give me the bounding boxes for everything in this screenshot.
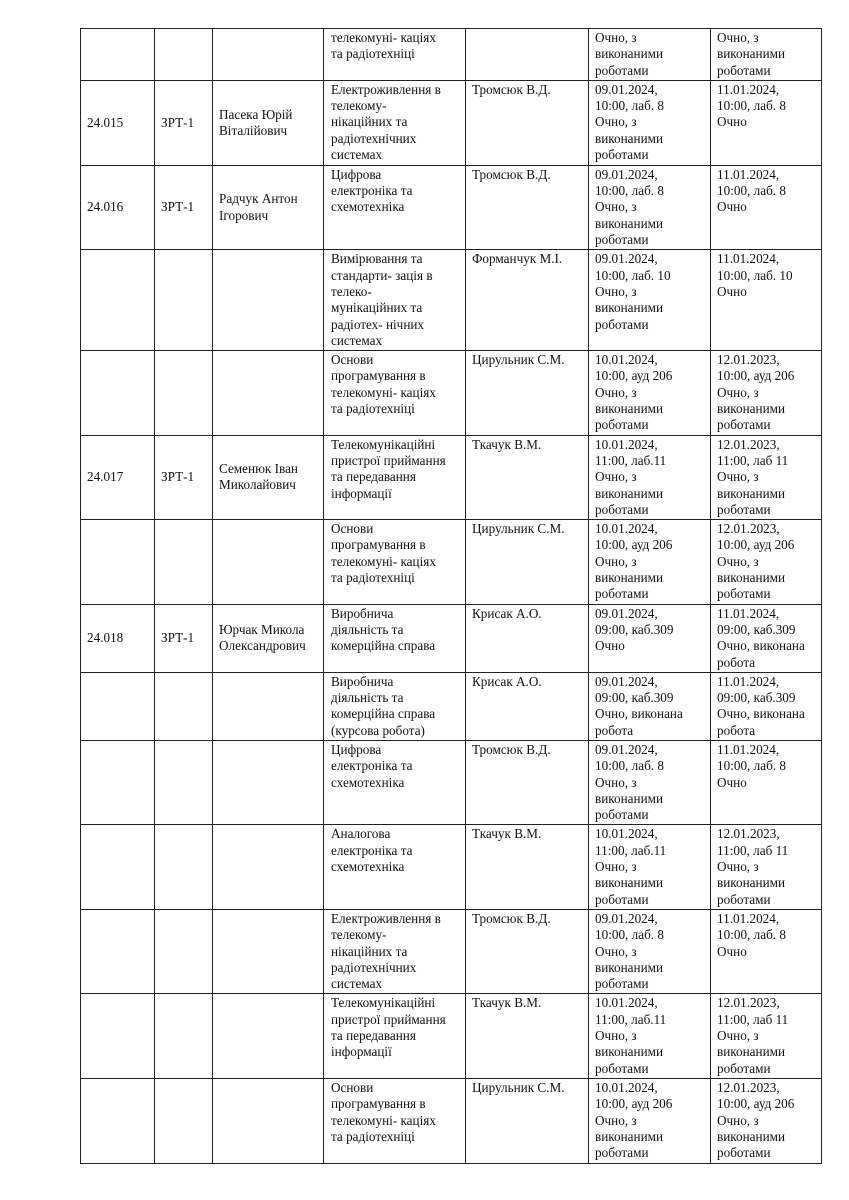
teacher-cell: Крисак А.О. [466, 604, 589, 672]
table-row [81, 672, 822, 740]
group-cell: ЗРТ-1 [155, 165, 213, 249]
group-cell: ЗРТ-1 [155, 435, 213, 519]
subject-cell: Виробнича діяльність та комерційна справа [324, 604, 466, 672]
student-name-cell [213, 29, 324, 81]
first-date-cell: 10.01.2024, 11:00, лаб.11 Очно, з виконаними роботами [589, 435, 711, 519]
record-number-cell [81, 825, 155, 909]
table-row [81, 825, 822, 909]
teacher-cell: Цирульник С.М. [466, 520, 589, 604]
record-number-cell [81, 1078, 155, 1163]
group-cell [155, 994, 213, 1078]
group-cell [155, 351, 213, 435]
teacher-cell: Тромсюк В.Д. [466, 80, 589, 165]
student-name-cell [213, 250, 324, 351]
student-name-cell [213, 994, 324, 1078]
table-row [81, 909, 822, 993]
student-name-cell [213, 1078, 324, 1163]
table-row [81, 740, 822, 824]
record-number-cell: 24.016 [81, 165, 155, 249]
record-number-cell [81, 520, 155, 604]
table-row [81, 994, 822, 1078]
subject-cell: телекомуні- каціях та радіотехніці [324, 29, 466, 81]
student-name-cell: Семенюк Іван Миколайович [213, 435, 324, 519]
table-row [81, 435, 822, 519]
document-page [80, 28, 821, 1164]
student-name-cell [213, 825, 324, 909]
subject-cell: Цифрова електроніка та схемотехніка [324, 740, 466, 824]
teacher-cell: Ткачук В.М. [466, 994, 589, 1078]
group-cell [155, 250, 213, 351]
table-row [81, 250, 822, 351]
teacher-cell: Тромсюк В.Д. [466, 740, 589, 824]
record-number-cell [81, 672, 155, 740]
group-cell: ЗРТ-1 [155, 604, 213, 672]
student-name-cell [213, 351, 324, 435]
group-cell [155, 520, 213, 604]
first-date-cell: 10.01.2024, 10:00, ауд 206 Очно, з виконаними роботами [589, 1078, 711, 1163]
first-date-cell: 09.01.2024, 10:00, лаб. 10 Очно, з виконаними роботами [589, 250, 711, 351]
record-number-cell [81, 351, 155, 435]
first-date-cell: 10.01.2024, 11:00, лаб.11 Очно, з виконаними роботами [589, 825, 711, 909]
second-date-cell: 11.01.2024, 10:00, лаб. 8 Очно [711, 80, 822, 165]
group-cell [155, 29, 213, 81]
record-number-cell [81, 740, 155, 824]
table-row [81, 165, 822, 249]
subject-cell: Електроживлення в телекому- нікаційних та радіотехнічних системах [324, 909, 466, 993]
second-date-cell: 11.01.2024, 10:00, лаб. 8 Очно [711, 740, 822, 824]
teacher-cell: Ткачук В.М. [466, 825, 589, 909]
teacher-cell: Крисак А.О. [466, 672, 589, 740]
subject-cell: Основи програмування в телекомуні- каціях та радіотехніці [324, 520, 466, 604]
record-number-cell [81, 909, 155, 993]
subject-cell: Виробнича діяльність та комерційна справа (курсова робота) [324, 672, 466, 740]
second-date-cell: 11.01.2024, 09:00, каб.309 Очно, виконана робота [711, 604, 822, 672]
subject-cell: Телекомунікаційні пристрої приймання та передавання інформації [324, 994, 466, 1078]
table-row [81, 520, 822, 604]
first-date-cell: 09.01.2024, 10:00, лаб. 8 Очно, з виконаними роботами [589, 165, 711, 249]
table-body [81, 29, 822, 1164]
student-name-cell: Пасека Юрій Віталійович [213, 80, 324, 165]
subject-cell: Цифрова електроніка та схемотехніка [324, 165, 466, 249]
first-date-cell: 09.01.2024, 10:00, лаб. 8 Очно, з виконаними роботами [589, 909, 711, 993]
first-date-cell: 10.01.2024, 10:00, ауд 206 Очно, з виконаними роботами [589, 351, 711, 435]
student-name-cell: Радчук Антон Ігорович [213, 165, 324, 249]
record-number-cell: 24.017 [81, 435, 155, 519]
subject-cell: Аналогова електроніка та схемотехніка [324, 825, 466, 909]
table-row [81, 604, 822, 672]
table-row [81, 29, 822, 81]
subject-cell: Електроживлення в телекому- нікаційних та радіотехнічних системах [324, 80, 466, 165]
second-date-cell: 11.01.2024, 09:00, каб.309 Очно, виконана робота [711, 672, 822, 740]
teacher-cell: Форманчук М.І. [466, 250, 589, 351]
student-name-cell [213, 909, 324, 993]
second-date-cell: 12.01.2023, 10:00, ауд 206 Очно, з виконаними роботами [711, 520, 822, 604]
group-cell [155, 672, 213, 740]
first-date-cell: 10.01.2024, 11:00, лаб.11 Очно, з виконаними роботами [589, 994, 711, 1078]
group-cell [155, 740, 213, 824]
subject-cell: Телекомунікаційні пристрої приймання та передавання інформації [324, 435, 466, 519]
group-cell [155, 909, 213, 993]
first-date-cell: 09.01.2024, 09:00, каб.309 Очно [589, 604, 711, 672]
second-date-cell: 11.01.2024, 10:00, лаб. 8 Очно [711, 165, 822, 249]
first-date-cell: 09.01.2024, 10:00, лаб. 8 Очно, з виконаними роботами [589, 80, 711, 165]
first-date-cell: 09.01.2024, 09:00, каб.309 Очно, виконана робота [589, 672, 711, 740]
table-row [81, 80, 822, 165]
record-number-cell [81, 250, 155, 351]
record-number-cell: 24.018 [81, 604, 155, 672]
second-date-cell: 12.01.2023, 11:00, лаб 11 Очно, з виконаними роботами [711, 825, 822, 909]
second-date-cell: 12.01.2023, 11:00, лаб 11 Очно, з виконаними роботами [711, 994, 822, 1078]
table-row [81, 1078, 822, 1163]
record-number-cell: 24.015 [81, 80, 155, 165]
subject-cell: Основи програмування в телекомуні- каціях та радіотехніці [324, 1078, 466, 1163]
student-name-cell [213, 740, 324, 824]
teacher-cell: Ткачук В.М. [466, 435, 589, 519]
second-date-cell: 12.01.2023, 10:00, ауд 206 Очно, з виконаними роботами [711, 1078, 822, 1163]
group-cell: ЗРТ-1 [155, 80, 213, 165]
group-cell [155, 825, 213, 909]
student-name-cell [213, 672, 324, 740]
teacher-cell: Тромсюк В.Д. [466, 165, 589, 249]
second-date-cell: Очно, з виконаними роботами [711, 29, 822, 81]
record-number-cell [81, 29, 155, 81]
second-date-cell: 11.01.2024, 10:00, лаб. 8 Очно [711, 909, 822, 993]
subject-cell: Вимірювання та стандарти- зація в телеко- мунікаційних та радіотех- нічних системах [324, 250, 466, 351]
retake-schedule-table [80, 28, 822, 1164]
second-date-cell: 12.01.2023, 11:00, лаб 11 Очно, з виконаними роботами [711, 435, 822, 519]
teacher-cell: Тромсюк В.Д. [466, 909, 589, 993]
first-date-cell: 10.01.2024, 10:00, ауд 206 Очно, з виконаними роботами [589, 520, 711, 604]
record-number-cell [81, 994, 155, 1078]
student-name-cell [213, 520, 324, 604]
subject-cell: Основи програмування в телекомуні- каціях та радіотехніці [324, 351, 466, 435]
teacher-cell: Цирульник С.М. [466, 1078, 589, 1163]
teacher-cell: Цирульник С.М. [466, 351, 589, 435]
first-date-cell: 09.01.2024, 10:00, лаб. 8 Очно, з виконаними роботами [589, 740, 711, 824]
first-date-cell: Очно, з виконаними роботами [589, 29, 711, 81]
second-date-cell: 11.01.2024, 10:00, лаб. 10 Очно [711, 250, 822, 351]
student-name-cell: Юрчак Микола Олександрович [213, 604, 324, 672]
teacher-cell [466, 29, 589, 81]
table-row [81, 351, 822, 435]
group-cell [155, 1078, 213, 1163]
second-date-cell: 12.01.2023, 10:00, ауд 206 Очно, з виконаними роботами [711, 351, 822, 435]
